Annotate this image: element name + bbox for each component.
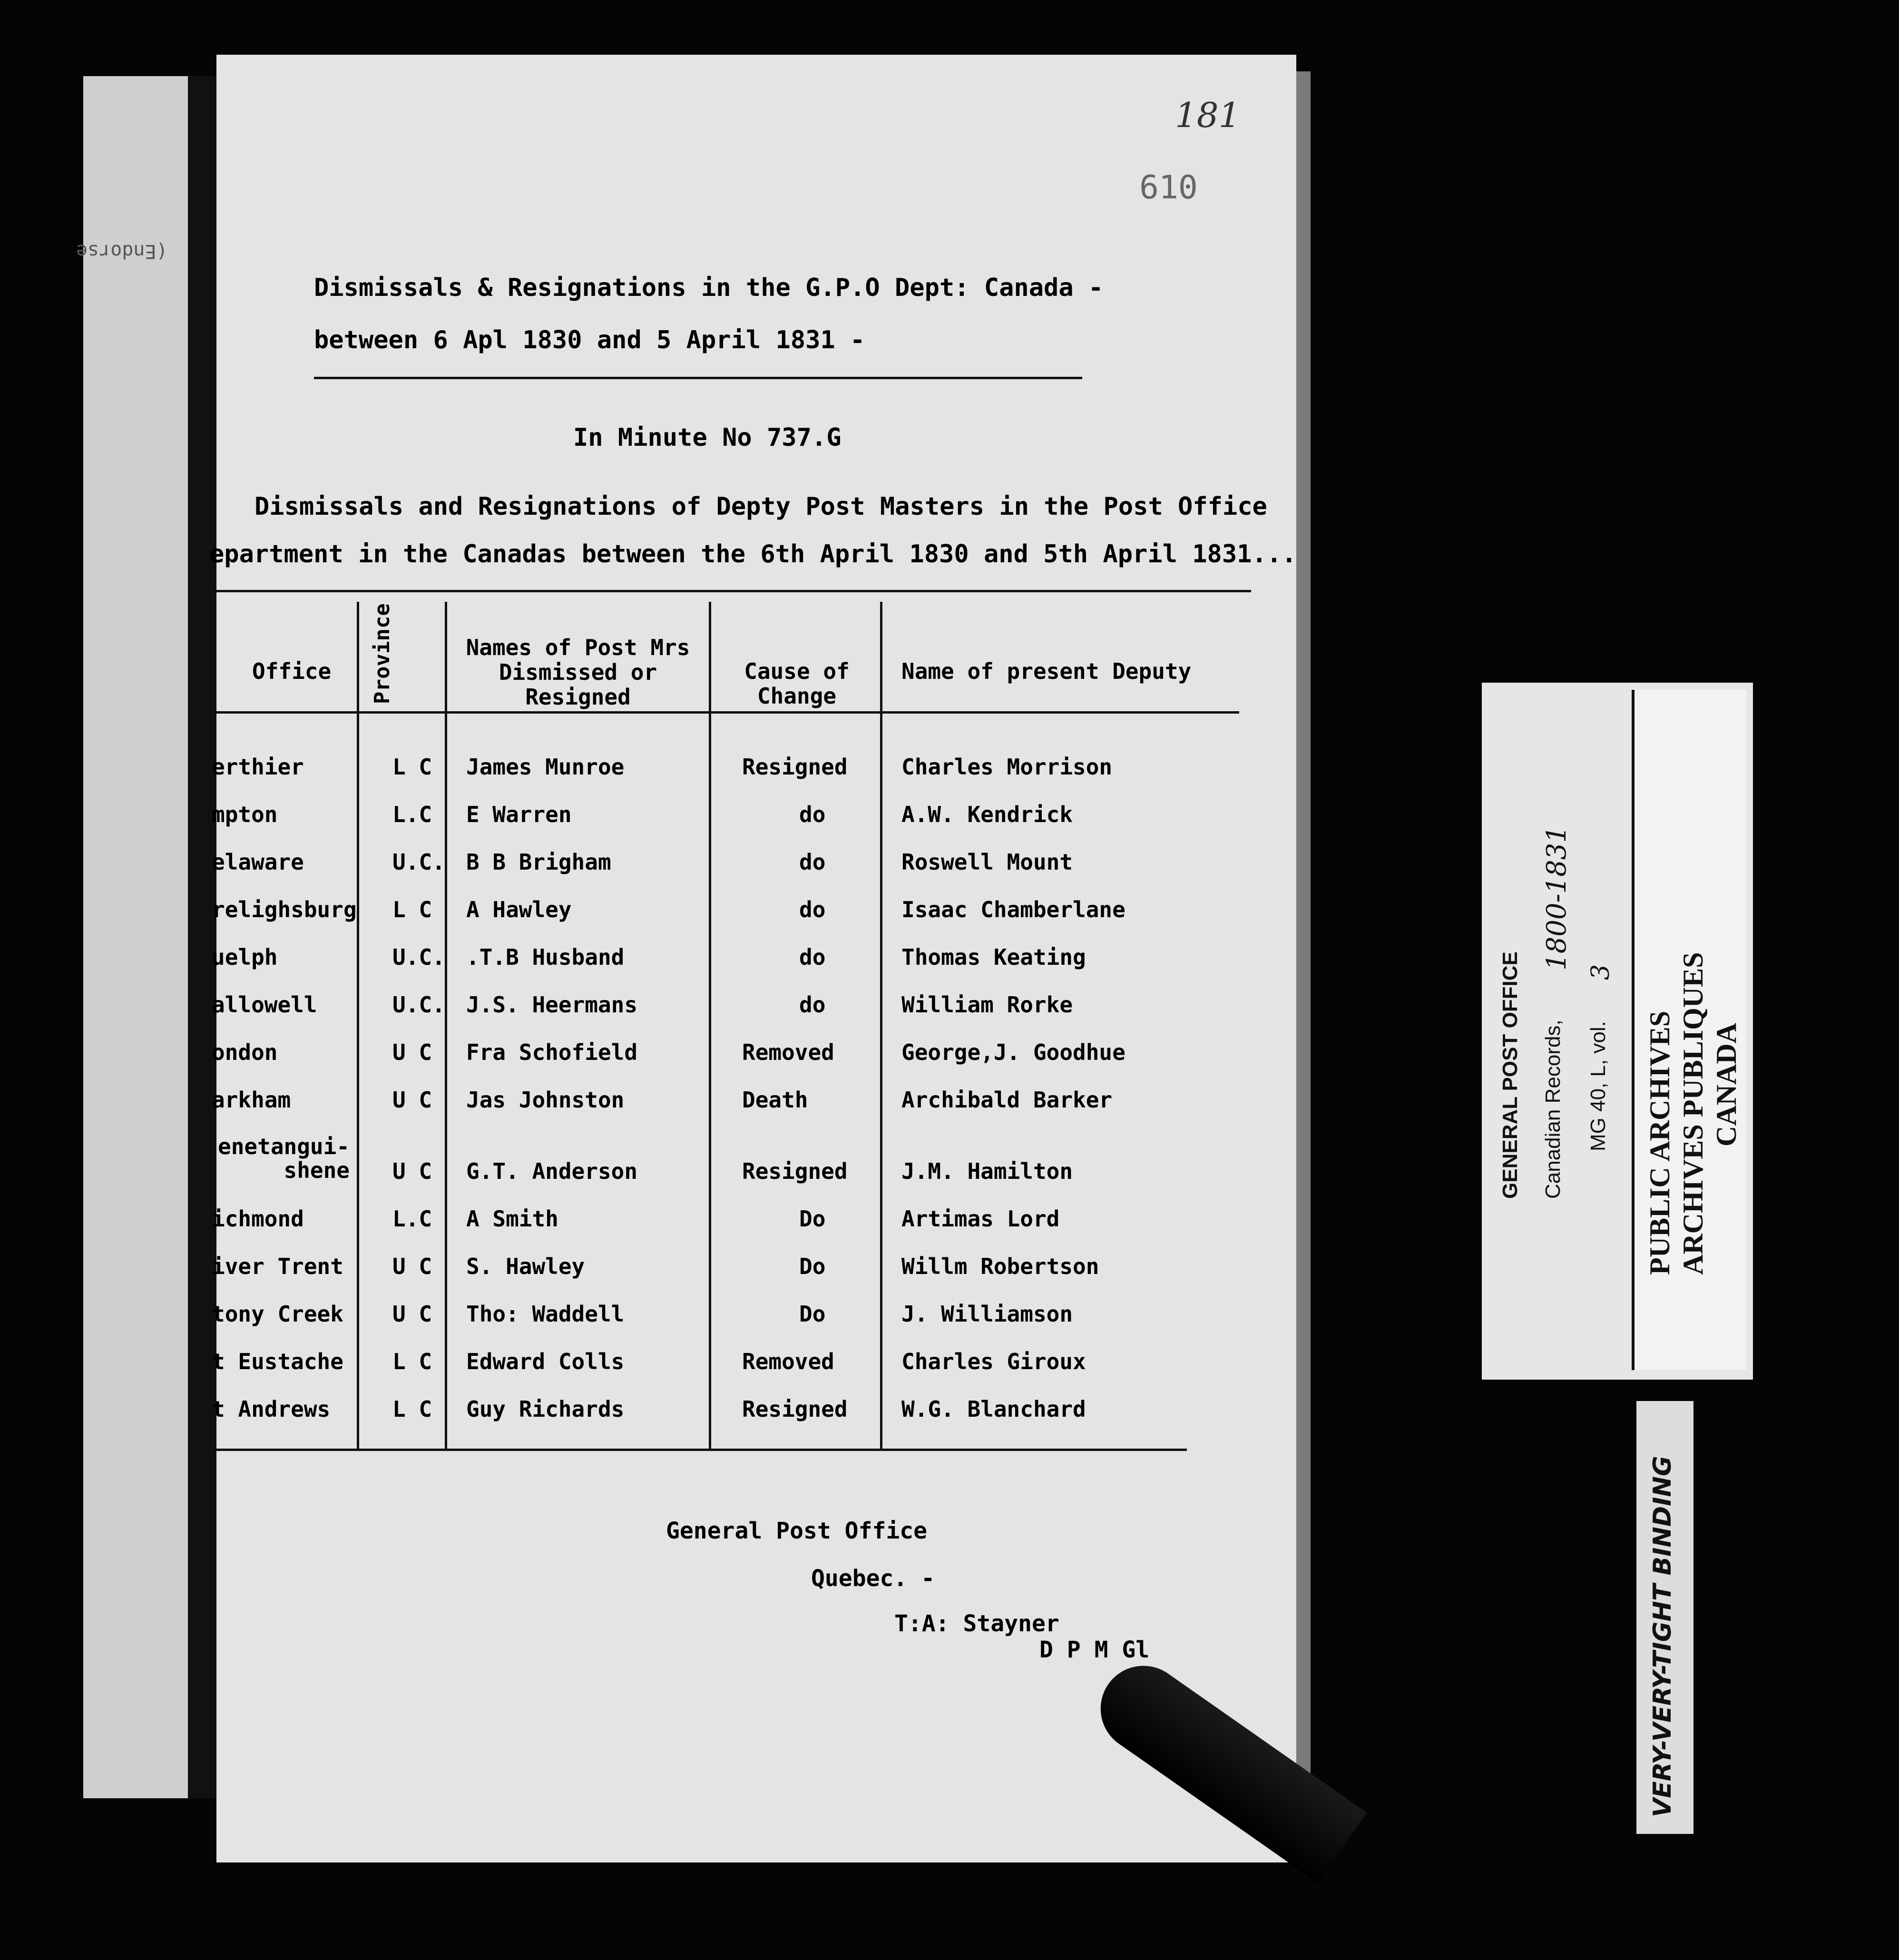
cell-province: U C (392, 1039, 432, 1065)
page-edge (1296, 71, 1311, 1832)
cell-province: U C (392, 1158, 432, 1184)
cell-province: L C (392, 1349, 432, 1374)
cell-province: U.C. (392, 944, 445, 970)
header-names: Names of Post Mrs Dismissed or Resigned (466, 635, 690, 710)
cell-name: Edward Colls (466, 1349, 625, 1374)
header-rule (209, 711, 1239, 714)
archive-label-line-2: Canadian Records, (1541, 1019, 1565, 1199)
cell-province: U.C. (392, 992, 445, 1018)
archive-band-line-3: CANADA (1711, 1023, 1742, 1147)
cell-province: U C (392, 1301, 432, 1327)
cell-present-deputy: W.G. Blanchard (901, 1396, 1086, 1422)
cell-present-deputy: J. Williamson (901, 1301, 1073, 1327)
archive-band-line-2: ARCHIVES PUBLIQUES (1677, 952, 1709, 1275)
cell-name: G.T. Anderson (466, 1158, 638, 1184)
cell-name: James Munroe (466, 754, 625, 780)
cell-cause: Removed (742, 1039, 834, 1065)
cell-cause: Resigned (742, 1158, 848, 1184)
cell-cause: do (799, 849, 826, 875)
cell-province: L.C (392, 802, 432, 827)
cell-province: L C (392, 897, 432, 922)
subtitle-line-1: Dismissals and Resignations of Depty Post Masters in the Post Office (255, 492, 1267, 521)
cell-office: mpton (212, 802, 278, 827)
cell-office: enetangui- shene (218, 1134, 350, 1183)
cell-present-deputy: Willm Robertson (901, 1254, 1099, 1279)
binding-strip (83, 76, 188, 1798)
footer-signature: T:A: Stayner (894, 1610, 1059, 1637)
title-line-1: Dismissals & Resignations in the G.P.O Dept: Canada - (314, 274, 1104, 302)
cell-province: U C (392, 1254, 432, 1279)
cell-name: Guy Richards (466, 1396, 625, 1422)
column-divider (445, 602, 447, 1451)
column-divider (357, 602, 359, 1451)
cell-office: t Eustache (212, 1349, 343, 1374)
subtitle-line-2: epartment in the Canadas between the 6th April 1830 and 5th April 1831... (209, 540, 1297, 568)
cell-cause: Resigned (742, 1396, 848, 1422)
header-present-deputy: Name of present Deputy (901, 658, 1192, 684)
cell-name: Tho: Waddell (466, 1301, 625, 1327)
header-office: Office (252, 658, 332, 684)
page-number-stamped: 610 (1139, 169, 1198, 206)
cell-present-deputy: Thomas Keating (901, 944, 1086, 970)
table-top-rule (209, 590, 1251, 592)
cell-name: B B Brigham (466, 849, 611, 875)
footer-place: Quebec. - (811, 1565, 935, 1592)
cell-present-deputy: Charles Giroux (901, 1349, 1086, 1374)
table-bottom-rule (209, 1449, 1187, 1451)
cell-office: elaware (212, 849, 304, 875)
cell-cause: Death (742, 1087, 808, 1113)
cell-present-deputy: J.M. Hamilton (901, 1158, 1073, 1184)
cell-name: A Smith (466, 1206, 558, 1232)
page-number-handwritten: 181 (1175, 95, 1241, 135)
cell-province: L C (392, 1396, 432, 1422)
archive-label-vol: 3 (1586, 964, 1615, 980)
cell-office: relighsburg (212, 897, 357, 922)
cell-province: U C (392, 1087, 432, 1113)
cell-office: t Andrews (212, 1396, 331, 1422)
cell-name: Fra Schofield (466, 1039, 638, 1065)
cell-cause: Do (799, 1301, 826, 1327)
footer-title: D P M Gl (1039, 1637, 1150, 1663)
cell-present-deputy: George,J. Goodhue (901, 1039, 1126, 1065)
cell-cause: Do (799, 1254, 826, 1279)
archive-label-dates: 1800-1831 (1541, 826, 1572, 970)
title-line-2: between 6 Apl 1830 and 5 April 1831 - (314, 326, 865, 354)
cell-office: ichmond (212, 1206, 304, 1232)
cell-cause: do (799, 897, 826, 922)
cell-name: A Hawley (466, 897, 572, 922)
header-cause: Cause of Change (744, 658, 850, 709)
title-rule (314, 377, 1082, 379)
cell-office: erthier (212, 754, 304, 780)
cell-office: ondon (212, 1039, 278, 1065)
cell-cause: do (799, 944, 826, 970)
archive-label-ref: MG 40, L, vol. (1586, 1021, 1610, 1151)
cell-present-deputy: William Rorke (901, 992, 1073, 1018)
cell-office: uelph (212, 944, 278, 970)
footer-office: General Post Office (666, 1518, 928, 1544)
cell-present-deputy: Artimas Lord (901, 1206, 1060, 1232)
cell-name: S. Hawley (466, 1254, 585, 1279)
cell-office: allowell (212, 992, 317, 1018)
cell-name: E Warren (466, 802, 572, 827)
binding-note: (Endorse (76, 240, 168, 262)
cell-office: iver Trent (212, 1254, 343, 1279)
cell-cause: do (799, 802, 826, 827)
cell-name: J.S. Heermans (466, 992, 638, 1018)
cell-present-deputy: Archibald Barker (901, 1087, 1113, 1113)
cell-province: L.C (392, 1206, 432, 1232)
cell-cause: Resigned (742, 754, 848, 780)
cell-province: L C (392, 754, 432, 780)
archive-label-line-1: GENERAL POST OFFICE (1498, 951, 1522, 1199)
cell-cause: Removed (742, 1349, 834, 1374)
cell-name: .T.B Husband (466, 944, 625, 970)
cell-office: tony Creek (212, 1301, 343, 1327)
cell-present-deputy: Charles Morrison (901, 754, 1113, 780)
cell-cause: Do (799, 1206, 826, 1232)
cell-province: U.C. (392, 849, 445, 875)
column-divider (709, 602, 711, 1451)
cell-present-deputy: A.W. Kendrick (901, 802, 1073, 827)
cell-name: Jas Johnston (466, 1087, 625, 1113)
cell-cause: do (799, 992, 826, 1018)
binding-tag-note: VERY-VERY-TIGHT BINDING (1648, 1456, 1677, 1817)
cell-present-deputy: Isaac Chamberlane (901, 897, 1126, 922)
header-province: Province (370, 603, 394, 704)
minute-reference: In Minute No 737.G (573, 423, 842, 452)
cell-present-deputy: Roswell Mount (901, 849, 1073, 875)
archive-band-line-1: PUBLIC ARCHIVES (1644, 1010, 1675, 1275)
column-divider (880, 602, 882, 1451)
cell-office: arkham (212, 1087, 291, 1113)
